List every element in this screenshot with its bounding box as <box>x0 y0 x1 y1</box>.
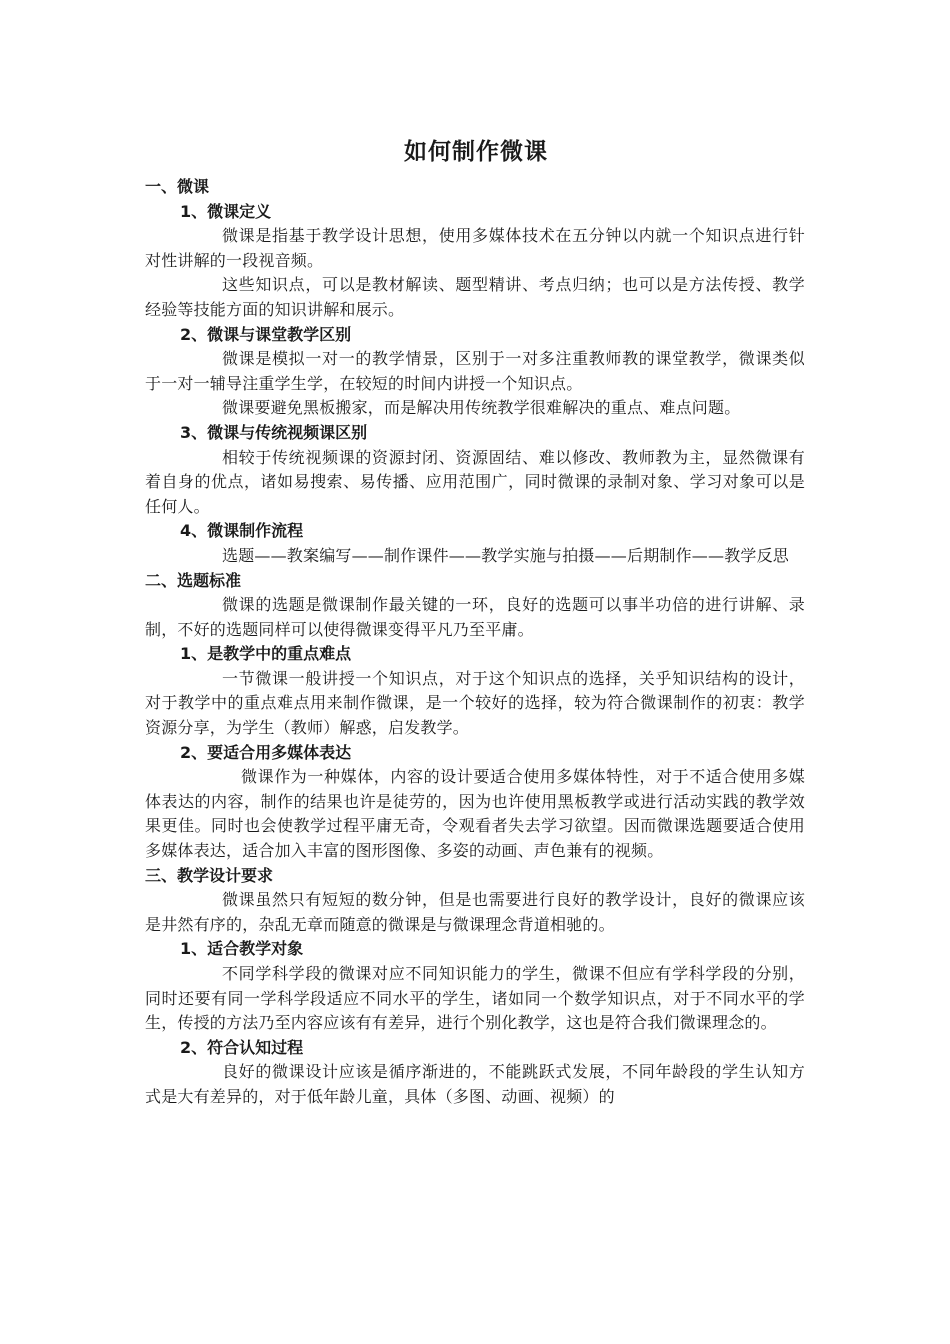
subsection-heading: 1、是教学中的重点难点 <box>180 644 352 664</box>
paragraph: 微课虽然只有短短的数分钟，但是也需要进行良好的教学设计，良好的微课应该是井然有序的，杂乱无章而随意的微课是与微课理念背道相驰的。 <box>145 890 805 934</box>
paragraph: 良好的微课设计应该是循序渐进的，不能跳跃式发展，不同年龄段的学生认知方式是大有差异的，对于低年龄儿童，具体（多图、动画、视频）的 <box>145 1062 805 1106</box>
subsection-heading: 1、适合教学对象 <box>180 939 304 959</box>
paragraph: 这些知识点，可以是教材解读、题型精讲、考点归纳；也可以是方法传授、教学经验等技能方面的知识讲解和展示。 <box>145 275 805 319</box>
paragraph: 不同学科学段的微课对应不同知识能力的学生，微课不但应有学科学段的分别，同时还要有同一学科学段适应不同水平的学生，诸如同一个数学知识点，对于不同水平的学生，传授的方法乃至内容应该有有差异，进行个别化教学，这也是符合我们微课理念的。 <box>145 964 805 1033</box>
paragraph: 微课是模拟一对一的教学情景，区别于一对多注重教师教的课堂教学，微课类似于一对一辅导注重学生学，在较短的时间内讲授一个知识点。 <box>145 349 805 393</box>
section-heading: 二、选题标准 <box>145 570 242 590</box>
paragraph: 微课作为一种媒体，内容的设计要适合使用多媒体特性，对于不适合使用多媒体表达的内容，制作的结果也许是徒劳的，因为也许使用黑板教学或进行活动实践的教学效果更佳。同时也会使教学过程平庸无奇，令观看者失去学习欲望。因而微课选题要适合使用多媒体表达，适合加入丰富的图形图像、多姿的动画、声色兼有的视频。 <box>145 767 805 861</box>
subsection-heading: 2、要适合用多媒体表达 <box>180 742 352 762</box>
paragraph: 选题——教案编写——制作课件——教学实施与拍摄——后期制作——教学反思 <box>222 545 790 565</box>
section-heading: 三、教学设计要求 <box>145 865 274 885</box>
paragraph: 一节微课一般讲授一个知识点，对于这个知识点的选择，关乎知识结构的设计，对于教学中的重点难点用来制作微课，是一个较好的选择，较为符合微课制作的初衷：教学资源分享，为学生（教师）解惑，启发教学。 <box>145 668 805 738</box>
paragraph: 微课的选题是微课制作最关键的一环，良好的选题可以事半功倍的进行讲解、录制，不好的选题同样可以使得微课变得平凡乃至平庸。 <box>145 595 805 639</box>
paragraph: 相较于传统视频课的资源封闭、资源固结、难以修改、教师教为主，显然微课有着自身的优点，诸如易搜索、易传播、应用范围广，同时微课的录制对象、学习对象可以是任何人。 <box>145 447 805 516</box>
subsection-heading: 4、微课制作流程 <box>180 521 304 541</box>
subsection-heading: 1、微课定义 <box>180 201 272 221</box>
subsection-heading: 2、微课与课堂教学区别 <box>180 324 352 344</box>
subsection-heading: 3、微课与传统视频课区别 <box>180 422 368 442</box>
section-heading: 一、微课 <box>145 177 210 196</box>
subsection-heading: 2、符合认知过程 <box>180 1037 304 1057</box>
paragraph: 微课要避免黑板搬家，而是解决用传统教学很难解决的重点、难点问题。 <box>222 398 741 418</box>
document-title: 如何制作微课 <box>404 139 548 165</box>
paragraph: 微课是指基于教学设计思想，使用多媒体技术在五分钟以内就一个知识点进行针对性讲解的一段视音频。 <box>145 226 805 270</box>
document-page <box>145 135 805 1110</box>
